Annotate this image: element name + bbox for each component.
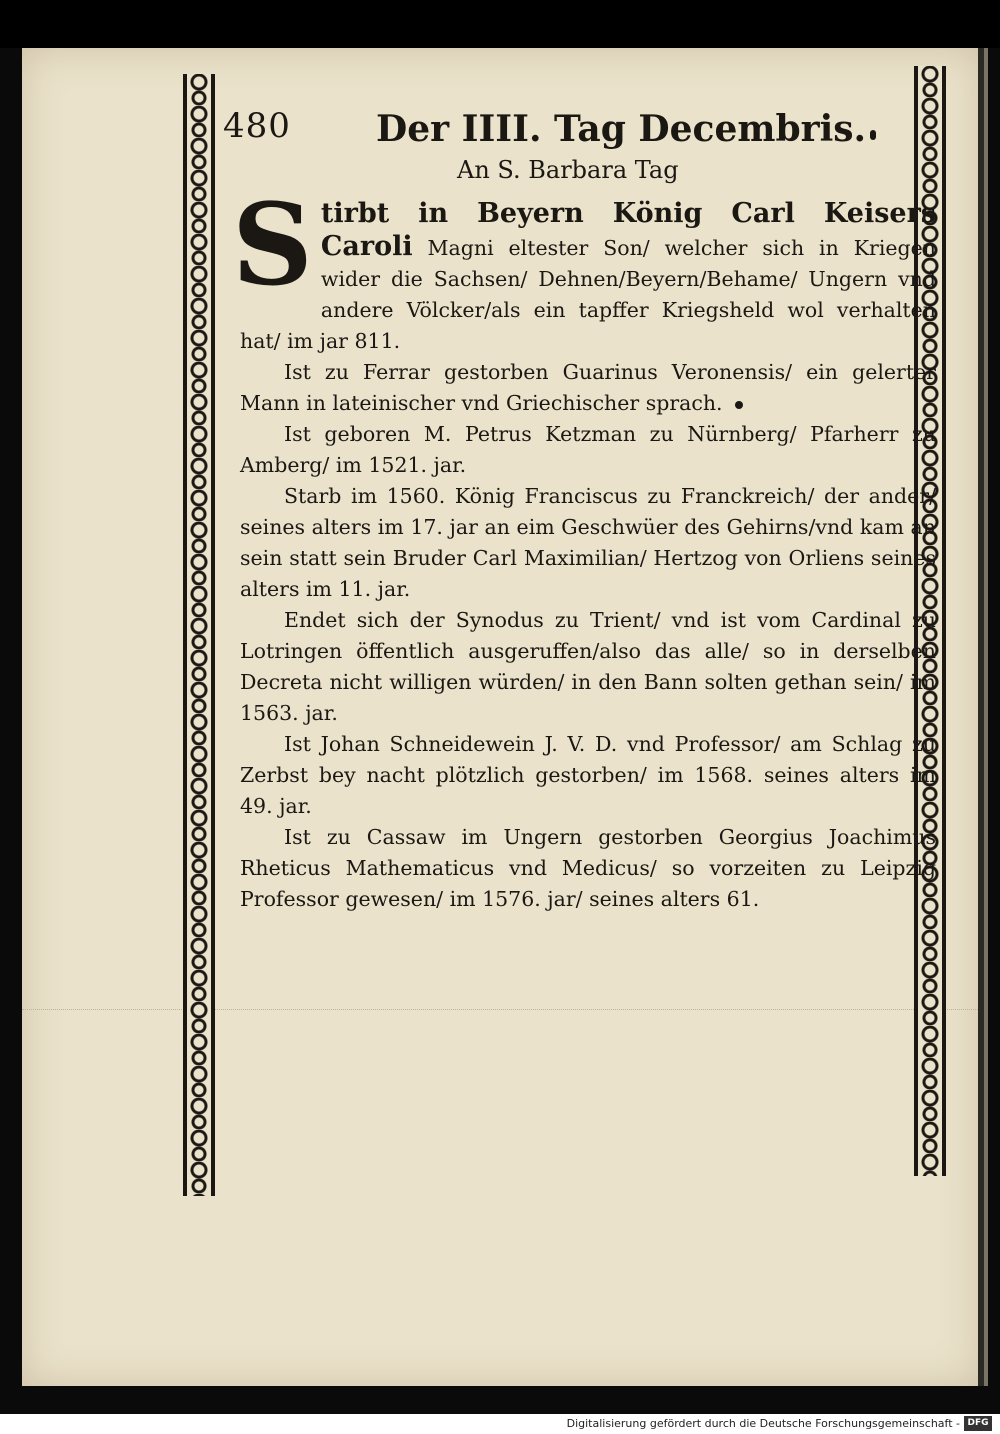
paragraph-text: Magni eltester Son/ welcher sich in Kriegen wider die Sachsen/ Dehnen/Beyern/Behame/ Ungern vnd andere Völcker/als ein tapffer Kriegsheld wol verhalten hat/ im jar 811. bbox=[240, 236, 936, 353]
dfg-logo-icon: DFG bbox=[964, 1416, 992, 1431]
paragraph-lead: tirbt in Beyern König Carl Keisers Caroli bbox=[320, 198, 936, 262]
paragraph bbox=[232, 180, 936, 357]
book-page bbox=[22, 48, 980, 1386]
paragraph-text: Ist zu Ferrar gestorben Guarinus Veronensis/ ein gelerter Mann in lateinischer vnd Griechischer sprach. bbox=[240, 360, 936, 415]
paragraph-text: Ist Johan Schneidewein J. V. D. vnd Professor/ am Schlag zu Zerbst bey nacht plötzlich gestorben/ im 1568. seines alters im 49. jar. bbox=[240, 732, 936, 818]
running-title: Der IIII. Tag Decembris. bbox=[376, 108, 867, 150]
paragraph bbox=[240, 481, 936, 605]
ornamental-border-left bbox=[183, 74, 215, 1196]
page-edge bbox=[984, 48, 988, 1386]
paragraph bbox=[240, 357, 936, 419]
page-fold-line bbox=[22, 1009, 980, 1010]
paragraph bbox=[240, 729, 936, 822]
paragraph-text: Starb im 1560. König Franciscus zu Franckreich/ der ander/ seines alters im 17. jar an eim Geschwüer des Gehirns/vnd kam an sein statt sein Bruder Carl Maximilian/ Hertzog von Orliens seines alters im 11. jar. bbox=[240, 484, 936, 601]
paragraph bbox=[240, 605, 936, 729]
page-number: 480 bbox=[223, 106, 291, 146]
footer-bar bbox=[0, 1414, 1000, 1434]
section-subheading: An S. Barbara Tag bbox=[457, 156, 679, 184]
scan-background-top bbox=[0, 0, 1000, 48]
paragraph-text: Ist zu Cassaw im Ungern gestorben Georgius Joachimus Rheticus Mathematicus vnd Medicus/ so vorzeiten zu Leipzig Professor gewesen/ im 1576. jar/ seines alters 61. bbox=[240, 825, 936, 911]
paragraph-text: Ist geboren M. Petrus Ketzman zu Nürnberg/ Pfarherr zu Amberg/ im 1521. jar. bbox=[240, 422, 936, 477]
paragraph bbox=[240, 822, 936, 915]
body-text bbox=[232, 180, 936, 915]
ink-dot bbox=[735, 401, 743, 409]
paragraph bbox=[240, 419, 936, 481]
ink-mark bbox=[870, 130, 876, 140]
drop-cap: S bbox=[232, 180, 313, 311]
footer-credit: Digitalisierung gefördert durch die Deutsche Forschungsgemeinschaft - bbox=[566, 1417, 960, 1430]
paragraph-text: Endet sich der Synodus zu Trient/ vnd ist vom Cardinal zu Lotringen öffentlich ausgeruffen/also das alle/ so in derselben Decreta nicht willigen würden/ in den Bann solten gethan sein/ im 1563. jar. bbox=[240, 608, 936, 725]
